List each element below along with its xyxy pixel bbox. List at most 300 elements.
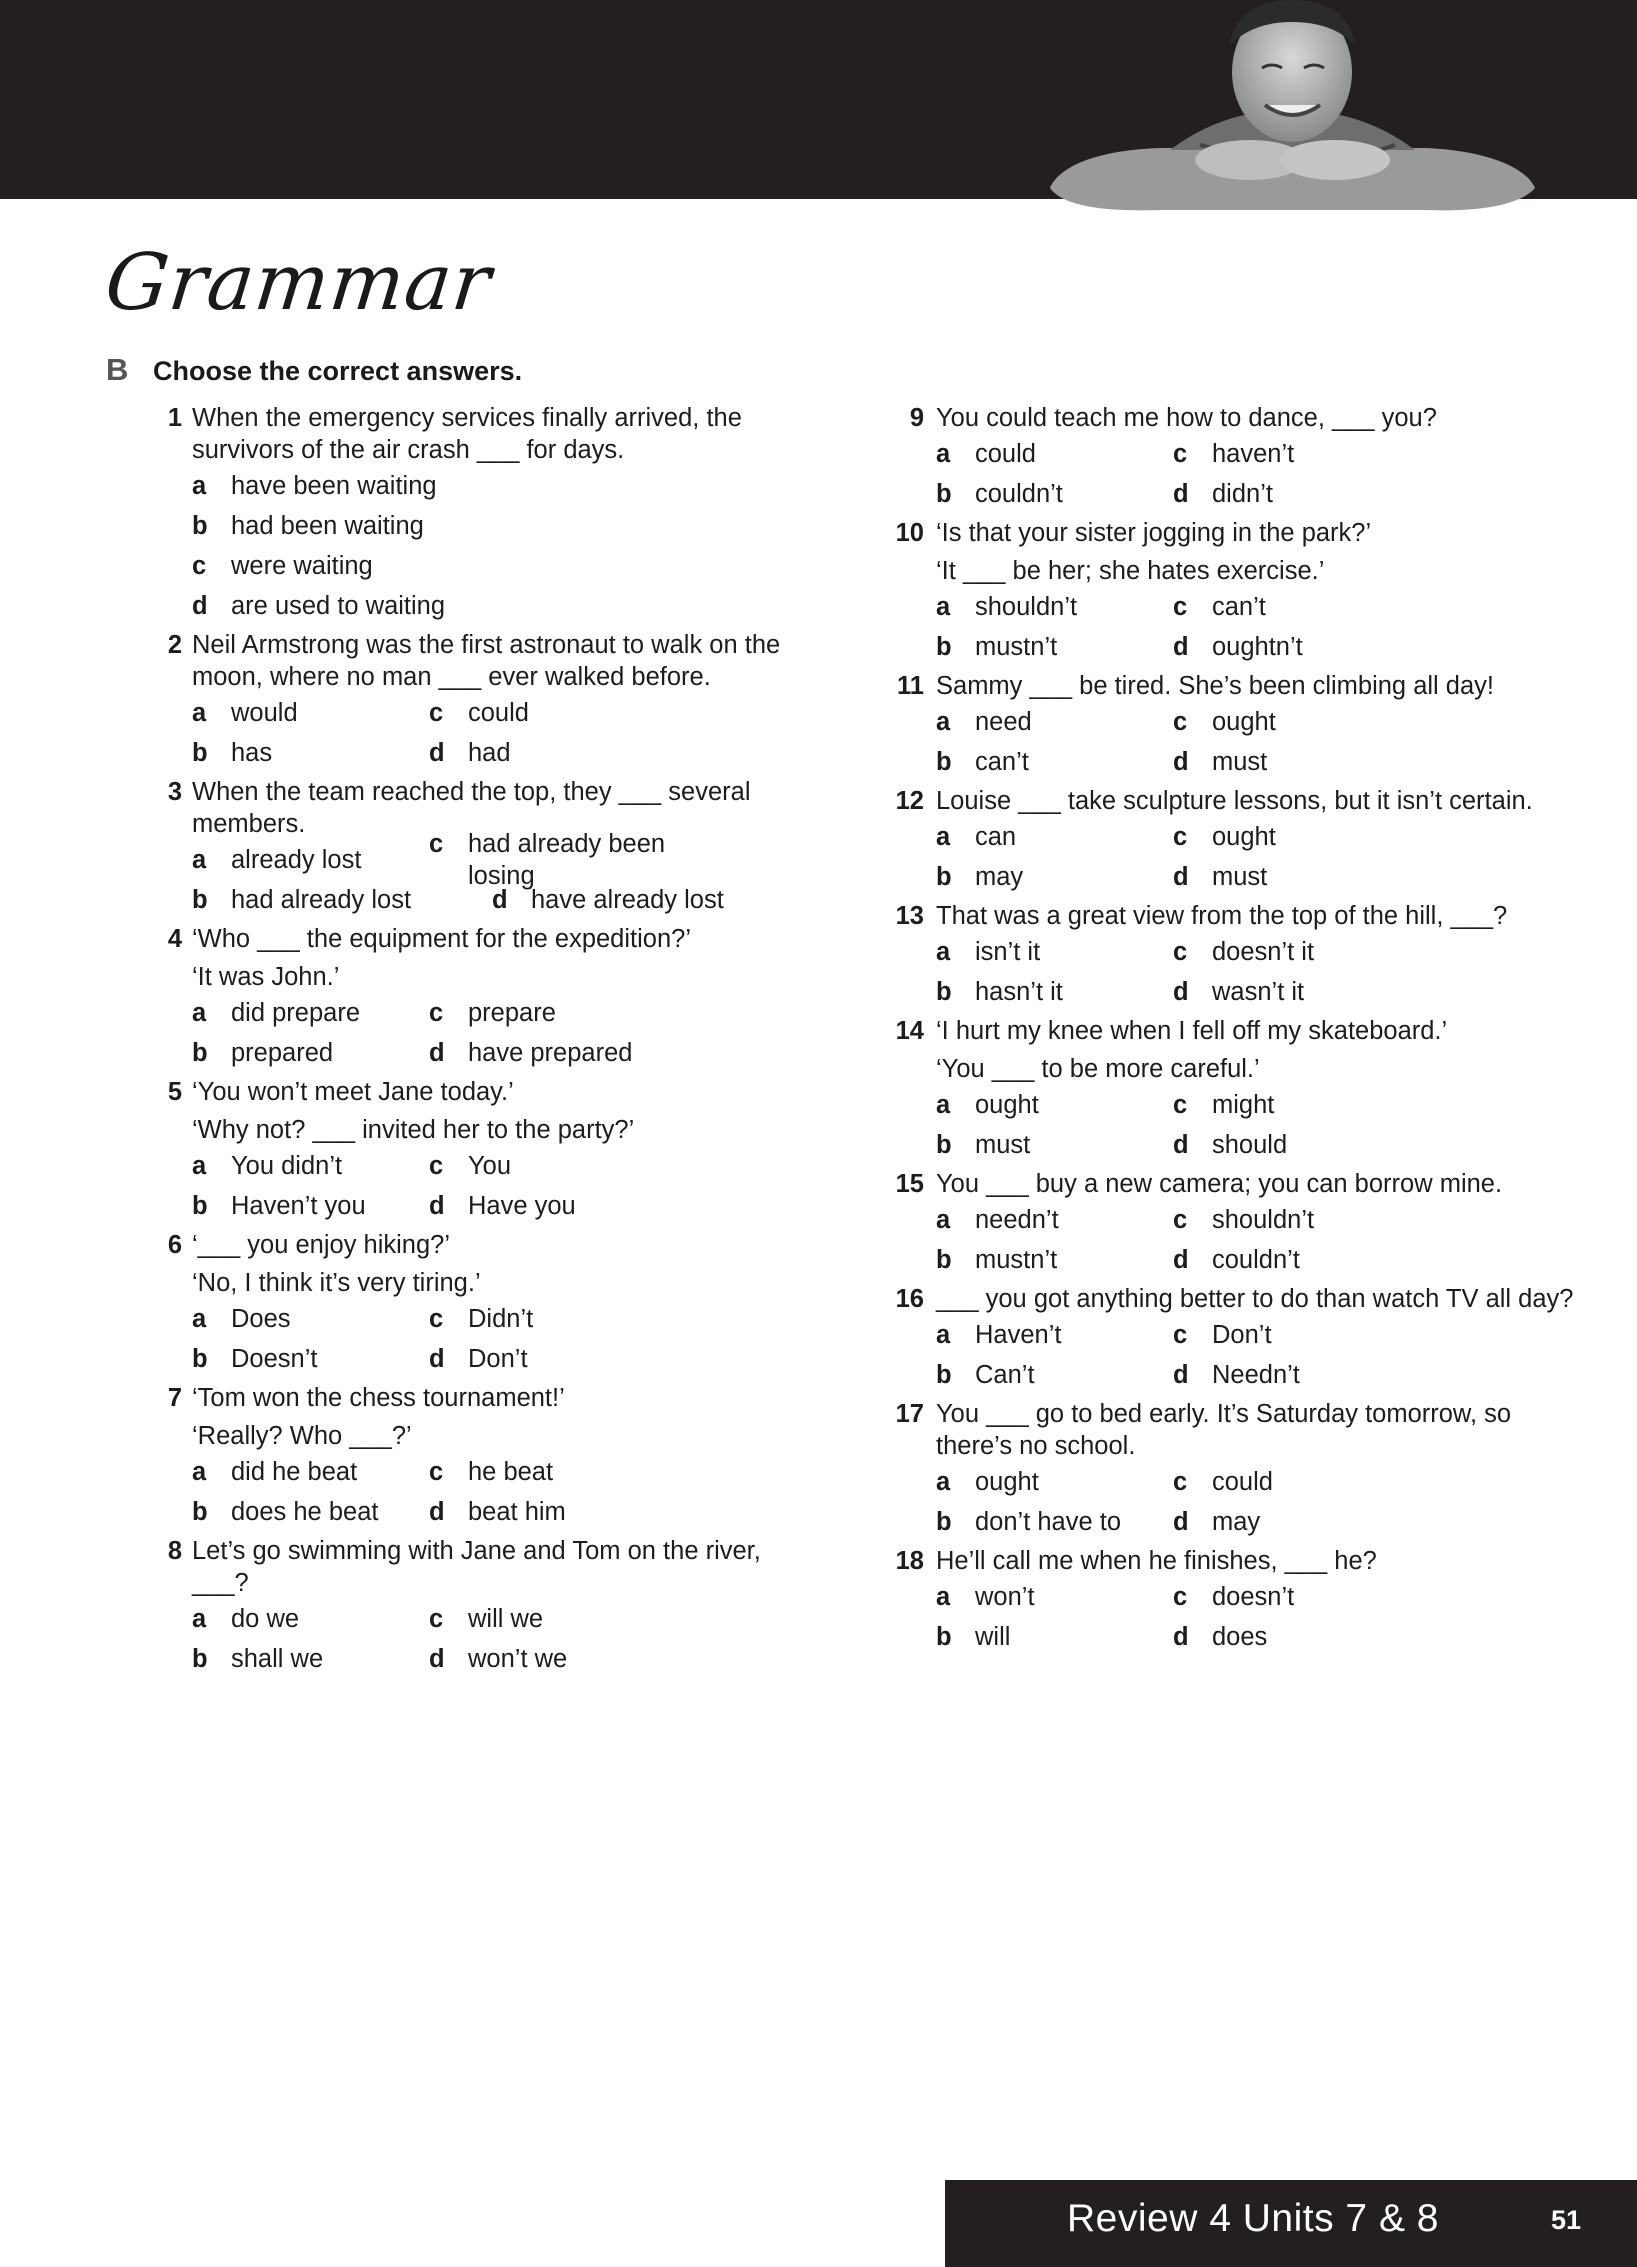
option-letter: a (192, 1458, 207, 1486)
option-row (192, 993, 790, 1033)
option-row (936, 1617, 1580, 1657)
answer-option[interactable] (192, 1603, 429, 1635)
option-text: have already lost (531, 886, 724, 914)
option-row (936, 1355, 1580, 1395)
answer-option[interactable] (192, 1496, 429, 1528)
option-row (192, 1492, 790, 1532)
answer-options (880, 434, 1580, 514)
option-text: won’t we (468, 1645, 568, 1673)
question-text: You ___ go to bed early. It’s Saturday tomorrow, so there’s no school. (936, 1400, 1512, 1460)
option-text: hasn’t it (975, 978, 1063, 1006)
option-row (936, 742, 1580, 782)
answer-option[interactable] (192, 590, 492, 622)
option-text: Don’t (1212, 1321, 1272, 1349)
answer-option[interactable] (936, 861, 1173, 893)
option-text: won’t (975, 1583, 1035, 1611)
question-subtext: ‘It ___ be her; she hates exercise.’ (936, 557, 1325, 585)
option-letter: c (192, 552, 207, 580)
option-letter: c (1173, 1206, 1188, 1234)
question-item (880, 785, 1580, 897)
question-number: 4 (167, 925, 182, 953)
option-text: were waiting (231, 552, 373, 580)
question-number: 17 (895, 1400, 924, 1428)
question-item (150, 402, 790, 626)
option-letter: c (429, 1458, 444, 1486)
option-letter: d (429, 1039, 445, 1067)
question-text: ‘___ you enjoy hiking?’ (192, 1231, 451, 1259)
answer-option[interactable] (429, 697, 666, 729)
answer-option[interactable] (192, 1150, 429, 1182)
answer-option[interactable] (192, 1643, 429, 1675)
option-row (936, 932, 1580, 972)
option-text: couldn’t (1212, 1246, 1300, 1274)
option-letter: c (1173, 708, 1188, 736)
option-text: Haven’t you (231, 1192, 366, 1220)
option-text: shouldn’t (975, 593, 1078, 621)
answer-option[interactable] (192, 844, 429, 876)
option-letter: a (192, 1605, 207, 1633)
option-row (192, 546, 790, 586)
option-row (936, 817, 1580, 857)
answer-option[interactable] (1173, 1506, 1410, 1538)
answer-option[interactable] (1173, 821, 1410, 853)
option-text: he beat (468, 1458, 554, 1486)
option-letter: b (192, 886, 208, 914)
answer-option[interactable] (192, 997, 429, 1029)
answer-option[interactable] (1173, 1129, 1410, 1161)
option-letter: b (936, 1246, 952, 1274)
option-row (192, 733, 790, 773)
option-text: Does (231, 1305, 291, 1333)
question-number: 3 (167, 778, 182, 806)
question-line (880, 785, 1580, 817)
question-number: 2 (167, 631, 182, 659)
option-text: would (231, 699, 298, 727)
option-row (192, 1339, 790, 1379)
option-text: Needn’t (1212, 1361, 1300, 1389)
answer-option[interactable] (936, 1506, 1173, 1538)
option-text: could (468, 699, 529, 727)
answer-option[interactable] (1173, 861, 1410, 893)
answer-option[interactable] (429, 1303, 666, 1335)
question-text: Let’s go swimming with Jane and Tom on the river, ___? (192, 1537, 761, 1597)
question-line (880, 670, 1580, 702)
option-text: ought (1212, 708, 1276, 736)
answer-options (880, 587, 1580, 667)
answer-option[interactable] (936, 591, 1173, 623)
option-letter: a (192, 699, 207, 727)
option-text: had already been losing (468, 830, 666, 890)
option-text: has (231, 739, 273, 767)
question-subtext: ‘No, I think it’s very tiring.’ (192, 1269, 481, 1297)
option-text: prepared (231, 1039, 334, 1067)
option-letter: a (936, 1468, 951, 1496)
option-row (192, 466, 790, 506)
answer-option[interactable] (429, 1456, 666, 1488)
option-text: will we (468, 1605, 544, 1633)
question-number: 7 (167, 1384, 182, 1412)
answer-option[interactable] (1173, 591, 1410, 623)
answer-option[interactable] (192, 697, 429, 729)
option-letter: b (936, 1508, 952, 1536)
question-text: Neil Armstrong was the first astronaut to walk on the moon, where no man ___ ever walked before. (192, 631, 781, 691)
option-letter: c (429, 830, 444, 858)
option-text: ought (975, 1468, 1039, 1496)
option-text: might (1212, 1091, 1275, 1119)
question-text: Sammy ___ be tired. She’s been climbing all day! (936, 672, 1494, 700)
option-text: must (975, 1131, 1031, 1159)
option-text: mustn’t (975, 633, 1058, 661)
option-text: does he beat (231, 1498, 379, 1526)
answer-option[interactable] (936, 438, 1173, 470)
question-number: 16 (895, 1285, 924, 1313)
option-row (192, 1033, 790, 1073)
answer-option[interactable] (936, 1319, 1173, 1351)
option-letter: c (429, 999, 444, 1027)
option-text: Can’t (975, 1361, 1035, 1389)
option-letter: a (936, 823, 951, 851)
question-text: You ___ buy a new camera; you can borrow mine. (936, 1170, 1503, 1198)
answer-option[interactable] (429, 1150, 666, 1182)
option-letter: c (1173, 1321, 1188, 1349)
option-text: could (1212, 1468, 1273, 1496)
option-letter: b (192, 1498, 208, 1526)
option-letter: a (936, 1091, 951, 1119)
option-letter: a (192, 846, 207, 874)
question-item (150, 629, 790, 773)
option-letter: d (492, 886, 508, 914)
option-row (192, 1599, 790, 1639)
answer-option[interactable] (192, 1037, 429, 1069)
answer-option[interactable] (1173, 1359, 1410, 1391)
option-text: You didn’t (231, 1152, 343, 1180)
question-item (880, 1545, 1580, 1657)
answer-options (150, 1146, 790, 1226)
answer-option[interactable] (936, 478, 1173, 510)
answer-option[interactable] (936, 821, 1173, 853)
question-line (150, 629, 790, 693)
option-text: wasn’t it (1212, 978, 1305, 1006)
question-item (880, 1015, 1580, 1165)
option-letter: c (1173, 1468, 1188, 1496)
option-text: couldn’t (975, 480, 1063, 508)
answer-option[interactable] (429, 997, 666, 1029)
option-text: must (1212, 748, 1268, 776)
option-letter: d (1173, 480, 1189, 508)
question-line (880, 1015, 1580, 1047)
question-number: 13 (895, 902, 924, 930)
answer-options (880, 932, 1580, 1012)
option-letter: d (1173, 1623, 1189, 1651)
answer-option[interactable] (192, 1190, 429, 1222)
option-row (192, 693, 790, 733)
option-text: Haven’t (975, 1321, 1062, 1349)
question-item (880, 1283, 1580, 1395)
answer-options (880, 817, 1580, 897)
question-item (880, 402, 1580, 514)
question-item (880, 1168, 1580, 1280)
option-letter: d (1173, 863, 1189, 891)
option-text: already lost (231, 846, 362, 874)
option-letter: d (429, 1192, 445, 1220)
option-letter: a (192, 1152, 207, 1180)
option-text: haven’t (1212, 440, 1295, 468)
option-text: need (975, 708, 1032, 736)
answer-option[interactable] (1173, 631, 1410, 663)
question-line (880, 402, 1580, 434)
option-row (192, 830, 790, 890)
answer-option[interactable] (936, 936, 1173, 968)
question-text: ___ you got anything better to do than watch TV all day? (936, 1285, 1574, 1313)
question-text: ‘You won’t meet Jane today.’ (192, 1078, 514, 1106)
answer-options (880, 1315, 1580, 1395)
option-row (192, 586, 790, 626)
question-item (150, 776, 790, 920)
option-letter: c (1173, 440, 1188, 468)
answer-option[interactable] (429, 1603, 666, 1635)
option-text: beat him (468, 1498, 566, 1526)
option-letter: d (1173, 1246, 1189, 1274)
answer-option[interactable] (429, 1643, 666, 1675)
option-text: shall we (231, 1645, 324, 1673)
option-row (936, 1502, 1580, 1542)
answer-option[interactable] (192, 1343, 429, 1375)
answer-option[interactable] (936, 1244, 1173, 1276)
page-number: 51 (1551, 2205, 1582, 2235)
answer-option[interactable] (1173, 706, 1410, 738)
answer-option[interactable] (936, 1621, 1173, 1653)
option-text: doesn’t it (1212, 938, 1315, 966)
option-text: did he beat (231, 1458, 358, 1486)
footer-unit-title: Review 4 Units 7 & 8 (1067, 2197, 1439, 2240)
option-row (192, 880, 790, 920)
answer-option[interactable] (936, 1129, 1173, 1161)
question-text: When the team reached the top, they ___ several members. (192, 778, 751, 838)
answer-option[interactable] (936, 1581, 1173, 1613)
answer-option[interactable] (492, 884, 729, 916)
answer-option[interactable] (192, 737, 429, 769)
answer-option[interactable] (192, 550, 492, 582)
question-number: 15 (895, 1170, 924, 1198)
answer-option[interactable] (1173, 1089, 1410, 1121)
answer-option[interactable] (1173, 478, 1410, 510)
answer-option[interactable] (936, 1204, 1173, 1236)
option-letter: b (192, 1645, 208, 1673)
option-text: shouldn’t (1212, 1206, 1315, 1234)
option-letter: d (429, 739, 445, 767)
option-text: have been waiting (231, 472, 437, 500)
answer-option[interactable] (936, 631, 1173, 663)
option-letter: b (192, 739, 208, 767)
option-letter: a (936, 593, 951, 621)
option-text: prepare (468, 999, 556, 1027)
question-line (150, 402, 790, 466)
option-row (936, 627, 1580, 667)
option-letter: b (192, 1039, 208, 1067)
answer-option[interactable] (1173, 746, 1410, 778)
answer-options (880, 702, 1580, 782)
option-text: isn’t it (975, 938, 1041, 966)
question-item (150, 1229, 790, 1379)
option-row (936, 1200, 1580, 1240)
option-text: will (975, 1623, 1011, 1651)
option-text: needn’t (975, 1206, 1059, 1234)
option-text: can’t (975, 748, 1029, 776)
option-letter: c (1173, 1583, 1188, 1611)
answer-options (150, 1599, 790, 1679)
answer-option[interactable] (429, 737, 666, 769)
option-text: doesn’t (1212, 1583, 1295, 1611)
question-item (150, 1076, 790, 1226)
option-text: Doesn’t (231, 1345, 318, 1373)
option-letter: d (1173, 748, 1189, 776)
footer-band (945, 2180, 1637, 2267)
option-text: ought (1212, 823, 1276, 851)
question-item (880, 900, 1580, 1012)
answer-options (150, 466, 790, 626)
option-letter: d (1173, 978, 1189, 1006)
answer-options (150, 1299, 790, 1379)
option-text: Have you (468, 1192, 576, 1220)
option-text: You (468, 1152, 512, 1180)
option-letter: c (1173, 938, 1188, 966)
answer-option[interactable] (192, 510, 492, 542)
option-row (936, 1240, 1580, 1280)
option-row (936, 1462, 1580, 1502)
question-text: Louise ___ take sculpture lessons, but it isn’t certain. (936, 787, 1533, 815)
answer-option[interactable] (936, 706, 1173, 738)
option-letter: d (429, 1345, 445, 1373)
option-row (936, 702, 1580, 742)
option-row (936, 474, 1580, 514)
answer-option[interactable] (1173, 936, 1410, 968)
option-letter: d (1173, 1131, 1189, 1159)
question-line (150, 1382, 790, 1414)
option-text: may (1212, 1508, 1261, 1536)
option-letter: b (192, 1345, 208, 1373)
answer-options (880, 1085, 1580, 1165)
option-letter: a (936, 1321, 951, 1349)
option-letter: d (1173, 1361, 1189, 1389)
answer-option[interactable] (429, 1037, 666, 1069)
option-letter: b (936, 480, 952, 508)
question-item (150, 1535, 790, 1679)
answer-option[interactable] (192, 1456, 429, 1488)
option-letter: c (429, 699, 444, 727)
answer-option[interactable] (936, 1089, 1173, 1121)
answer-option[interactable] (1173, 1244, 1410, 1276)
option-text: should (1212, 1131, 1288, 1159)
option-row (192, 506, 790, 546)
option-letter: b (192, 1192, 208, 1220)
option-text: ought (975, 1091, 1039, 1119)
question-text: That was a great view from the top of the hill, ___? (936, 902, 1508, 930)
answer-option[interactable] (1173, 1581, 1410, 1613)
option-letter: b (936, 978, 952, 1006)
option-letter: c (429, 1305, 444, 1333)
answer-option[interactable] (1173, 1204, 1410, 1236)
section-letter: B (106, 352, 129, 387)
answer-option[interactable] (429, 1190, 666, 1222)
question-text: You could teach me how to dance, ___ you? (936, 404, 1437, 432)
option-text: mustn’t (975, 1246, 1058, 1274)
question-text: ‘Is that your sister jogging in the park?’ (936, 519, 1372, 547)
option-row (936, 434, 1580, 474)
option-row (192, 1299, 790, 1339)
question-text: ‘I hurt my knee when I fell off my skateboard.’ (936, 1017, 1448, 1045)
answer-option[interactable] (1173, 1319, 1410, 1351)
left-question-column (150, 402, 790, 1682)
answer-option[interactable] (1173, 1466, 1410, 1498)
answer-option[interactable] (192, 1303, 429, 1335)
option-row (936, 587, 1580, 627)
option-row (192, 1452, 790, 1492)
option-row (192, 1639, 790, 1679)
option-letter: d (429, 1645, 445, 1673)
question-item (880, 517, 1580, 667)
option-text: did prepare (231, 999, 361, 1027)
option-text: oughtn’t (1212, 633, 1303, 661)
question-number: 14 (895, 1017, 924, 1045)
question-number: 6 (167, 1231, 182, 1259)
option-letter: d (192, 592, 208, 620)
answer-option[interactable] (192, 470, 492, 502)
instruction-text: Choose the correct answers. (153, 356, 523, 386)
answer-option[interactable] (1173, 1621, 1410, 1653)
question-line (880, 517, 1580, 549)
option-text: Don’t (468, 1345, 528, 1373)
answer-options (880, 1462, 1580, 1542)
option-letter: c (429, 1152, 444, 1180)
question-number: 8 (167, 1537, 182, 1565)
question-line (150, 1229, 790, 1261)
option-text: had been waiting (231, 512, 424, 540)
option-letter: d (429, 1498, 445, 1526)
option-row (936, 857, 1580, 897)
answer-option[interactable] (936, 1466, 1173, 1498)
answer-option[interactable] (429, 1496, 666, 1528)
right-question-column (880, 402, 1580, 1660)
option-letter: a (192, 472, 207, 500)
answer-option[interactable] (936, 746, 1173, 778)
option-text: does (1212, 1623, 1268, 1651)
option-text: can (975, 823, 1017, 851)
question-number: 11 (897, 672, 924, 700)
question-line (880, 1398, 1580, 1462)
option-letter: b (192, 512, 208, 540)
answer-option[interactable] (1173, 976, 1410, 1008)
option-row (192, 1186, 790, 1226)
question-line (150, 923, 790, 955)
question-number: 18 (895, 1547, 924, 1575)
answer-options (880, 1577, 1580, 1657)
option-letter: a (936, 1206, 951, 1234)
question-text: ‘Who ___ the equipment for the expedition?’ (192, 925, 691, 953)
answer-options (150, 1452, 790, 1532)
option-letter: b (936, 748, 952, 776)
question-line (880, 1545, 1580, 1577)
answer-option[interactable] (1173, 438, 1410, 470)
answer-option[interactable] (429, 1343, 666, 1375)
question-text: When the emergency services finally arrived, the survivors of the air crash ___ for days. (192, 404, 742, 464)
answer-option[interactable] (192, 884, 492, 916)
option-text: didn’t (1212, 480, 1273, 508)
option-letter: a (936, 708, 951, 736)
answer-options (150, 830, 790, 920)
answer-options (150, 993, 790, 1073)
answer-option[interactable] (936, 1359, 1173, 1391)
answer-option[interactable] (936, 976, 1173, 1008)
